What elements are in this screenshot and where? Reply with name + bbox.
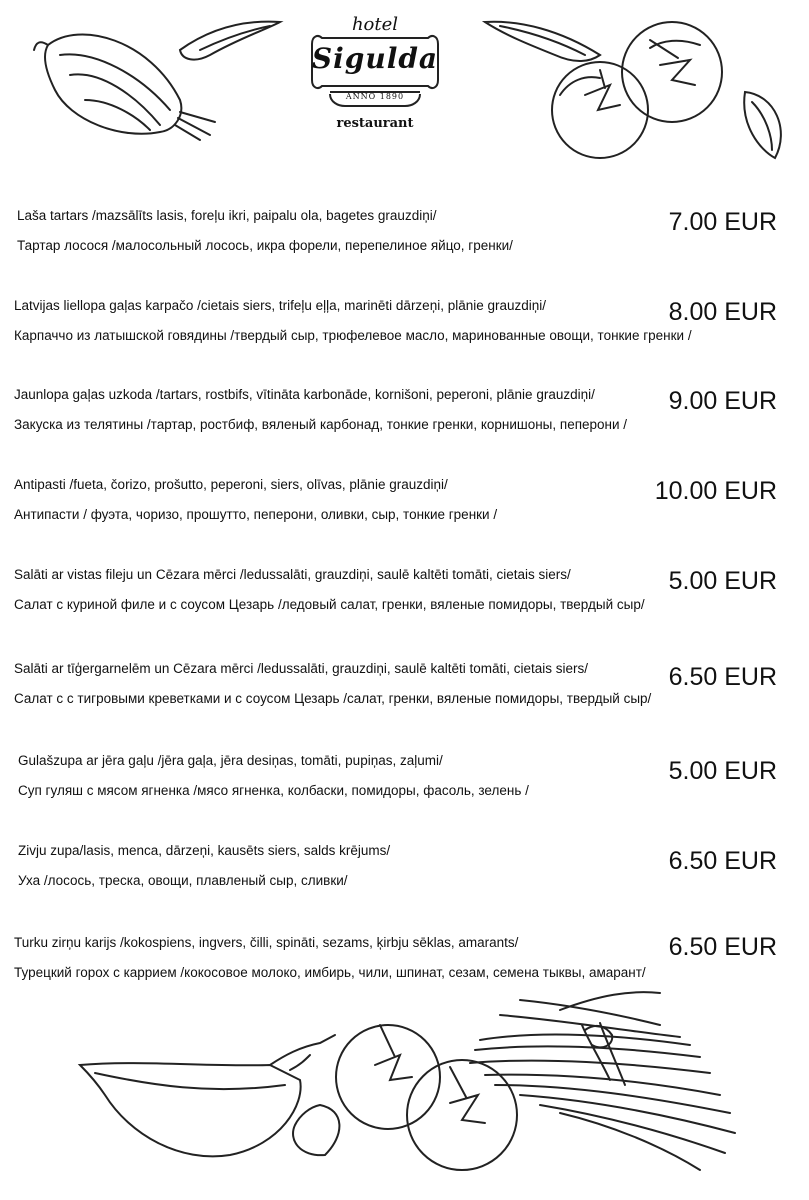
- item-price: 10.00 EUR: [654, 477, 777, 505]
- item-price: 6.50 EUR: [668, 663, 777, 691]
- footer-illustration: [0, 985, 809, 1200]
- item-name-ru: Уха /лосось, треска, овощи, плавленый сыр, сливки/: [18, 873, 348, 888]
- item-name-lv: Zivju zupa/lasis, menca, dārzeņi, kausēts siers, salds krējums/: [18, 843, 391, 858]
- item-price: 8.00 EUR: [668, 298, 777, 326]
- logo-anno: ANNO 1890: [345, 92, 405, 101]
- item-name-lv: Turku zirņu karijs /kokospiens, ingvers, čilli, spināti, sezams, ķirbju sēklas, amarants/: [14, 935, 519, 950]
- item-name-lv: Latvijas liellopa gaļas karpačo /cietais siers, trifeļu eļļa, marinēti dārzeņi, plānie grauzdiņi/: [14, 298, 547, 313]
- item-name-lv: Salāti ar tīģergarnelēm un Cēzara mērci /ledussalāti, grauzdiņi, saulē kaltēti tomāti, cietais siers/: [14, 661, 589, 676]
- menu-item: [0, 477, 809, 537]
- item-price: 6.50 EUR: [668, 847, 777, 875]
- item-name-ru: Салат с куриной филе и с соусом Цезарь /ледовый салат, гренки, вяленые помидоры, твердый сыр/: [14, 597, 645, 612]
- item-name-lv: Jaunlopa gaļas uzkoda /tartars, rostbifs, vītināta karbonāde, kornišoni, peperoni, plānie grauzdiņi/: [14, 387, 595, 402]
- item-price: 5.00 EUR: [668, 567, 777, 595]
- item-name-ru: Закуска из телятины /тартар, ростбиф, вяленый карбонад, тонкие гренки, корнишоны, пеперони /: [14, 417, 628, 432]
- menu-item: [0, 567, 809, 627]
- menu-item: [0, 843, 809, 903]
- logo-hotel-text: hotel: [351, 14, 399, 35]
- onion-illustration: [34, 34, 215, 140]
- logo-restaurant: restaurant: [336, 116, 414, 131]
- item-name-ru: Салат с с тигровыми креветками и с соусом Цезарь /салат, гренки, вяленые помидоры, твердый сыр/: [14, 691, 652, 706]
- item-name-lv: Gulašzupa ar jēra gaļu /jēra gaļa, jēra desiņas, tomāti, pupiņas, zaļumi/: [18, 753, 443, 768]
- hotel-logo: [300, 14, 450, 139]
- item-name-ru: Тартар лосося /малосольный лосось, икра форели, перепелиное яйцо, гренки/: [17, 238, 513, 253]
- item-price: 9.00 EUR: [668, 387, 777, 415]
- menu-item: [0, 753, 809, 813]
- pepper-illustration: [80, 1035, 335, 1156]
- item-name-ru: Антипасти / фуэта, чоризо, прошутто, пеперони, оливки, сыр, тонкие гренки /: [14, 507, 498, 522]
- menu-item: [0, 208, 809, 268]
- item-price: 5.00 EUR: [668, 757, 777, 785]
- chili-illustration-right: [485, 22, 600, 61]
- menu-item: [0, 387, 809, 447]
- tomato-illustration: [336, 1025, 517, 1170]
- item-name-ru: Турецкий горох с карриeм /кокосовое молоко, имбирь, чили, шпинат, сезам, семена тыквы, амарант/: [14, 965, 646, 980]
- garlic-illustration: [744, 92, 781, 158]
- item-price: 6.50 EUR: [668, 933, 777, 961]
- item-name-ru: Суп гуляш с мясом ягненка /мясо ягненка, колбаски, помидоры, фасоль, зелень /: [18, 783, 529, 798]
- logo-name: Sigulda: [311, 42, 439, 75]
- item-name-lv: Antipasti /fueta, čorizo, prošutto, peperoni, siers, olīvas, plānie grauzdiņi/: [14, 477, 448, 492]
- item-name-ru: Карпаччо из латышской говядины /твердый сыр, трюфелевое масло, маринованные овощи, тонкие гренки /: [14, 328, 692, 343]
- item-name-lv: Laša tartars /mazsālīts lasis, foreļu ikri, paipalu ola, bagetes grauzdiņi/: [17, 208, 437, 223]
- garlic-illustration: [293, 1105, 339, 1155]
- item-price: 7.00 EUR: [668, 208, 777, 236]
- item-name-lv: Salāti ar vistas fileju un Cēzara mērci /ledussalāti, grauzdiņi, saulē kaltēti tomāti, cietais siers/: [14, 567, 571, 582]
- menu-item: [0, 661, 809, 721]
- menu-item: [0, 298, 809, 358]
